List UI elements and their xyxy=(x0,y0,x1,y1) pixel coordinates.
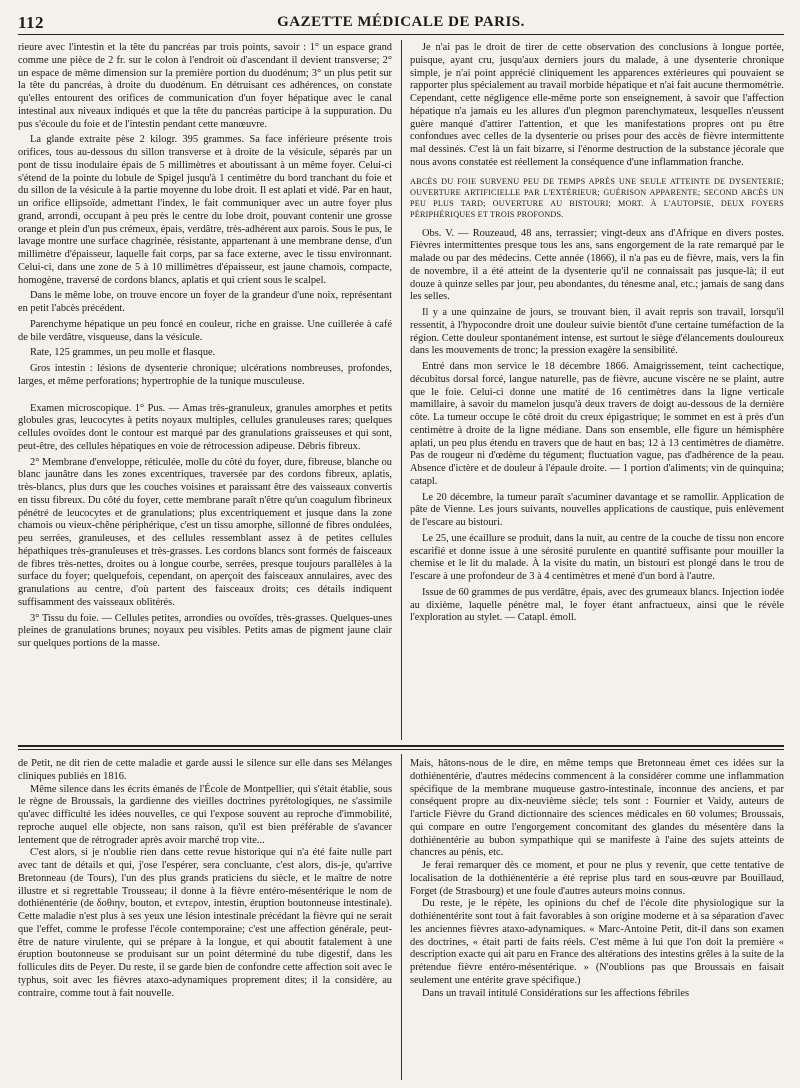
column-divider-bottom xyxy=(401,754,402,1080)
section-heading: ABCÈS DU FOIE SURVENU PEU DE TEMPS APRÈS UNE SEULE ATTEINTE DE DYSENTERIE; OUVERTURE ARTIFICIELLE PAR L'EXTÉRIEUR; GUÉRISON APPARENTE; SECOND ABCÈS UN PEU PLUS TARD; OUVERTURE AU BISTOURI; MORT. À L'AUTOPSIE, DEUX FOYERS PÉRIPHÉRIQUES ET TROIS PROFONDS. xyxy=(410,176,784,219)
column-top-left xyxy=(18,42,392,730)
paragraph: Dans le même lobe, on trouve encore un foyer de la grandeur d'une noix, représentant en petit l'abcès précédent. xyxy=(18,290,392,314)
paragraph: Le 20 décembre, la tumeur paraît s'acuminer davantage et se ramollir. Application de pâte de Vienne. Les jours suivants, nouvelles applications de caustique, puis enlèvement de l'escare au bistouri. xyxy=(410,491,784,528)
paragraph: Il y a une quinzaine de jours, se trouvant bien, il avait repris son travail, lorsqu'il ressentit, à l'hypocondre droit une douleur suivie bientôt d'une certaine tuméfaction de la région. Cette douleur spontanément intense, est surtout le siège d'élancements douloureux dans les mouvements de tronc; la pression exagère la sensibilité. xyxy=(410,307,784,357)
paragraph: La glande extraite pèse 2 kilogr. 395 grammes. Sa face inférieure présente trois orifices, tous au-dessous du sillon transverse et à droite de la vésicule, séparés par un pont de tissu inodulaire épais de 5 millimètres et aboutissant à un même foyer. Celui-ci s'étend de la pointe du lobule de Spigel jusqu'à 1 centimètre du bord tranchant du foie et du sillon de la vésicule à la partie moyenne du lobe droit. Il est aplati et vidé. Par en haut, un orifice ellipsoïde, admettant l'index, le fait communiquer avec un autre foyer plus grand, arrondi, occupant à peu près le centre du lobe droit, pouvant contenir une grosse orange et plein d'un pus crémeux, épais, verdâtre, très-adhérent aux parois. Sous le pus, le lavage montre une surface chagrinée, résistante, appartenant à une membrane dense, d'un millimètre d'épaisseur, laquelle fait corps, par sa face externe, avec le tissu environnant. Celui-ci, dans une zone de 5 à 10 millimètres d'épaisseur, est jaune chamois, compacte, homogène, traversé de cordons blancs, aplatis et qui crient sous le scalpel. xyxy=(18,134,392,286)
paragraph: Du reste, je le répète, les opinions du chef de l'école dite physiologique sur la dothiénentérite sont tout à fait favorables à son origine moderne et à sa séparation d'avec les anciennes fièvres ataxo-adynamiques. « Marc-Antoine Petit, dit-il dans son examen des doctrines, « était parti de faits réels. C'est même à lui que l'on doit la première « description exacte qui ait paru en France des altérations des intestins grêles à la suite de la prétendue fièvre entéro-mésentérique. » (N'oublions pas que Broussais en faisait seulement une entérite grave spécifique.) xyxy=(410,898,784,986)
column-divider-top xyxy=(401,40,402,740)
paragraph: de Petit, ne dit rien de cette maladie et garde aussi le silence sur elle dans ses Mélanges cliniques publiés en 1816. xyxy=(18,758,392,782)
journal-page xyxy=(18,10,784,1080)
paragraph: Obs. V. — Rouzeaud, 48 ans, terrassier; vingt-deux ans d'Afrique en divers postes. Fièvres intermittentes presque tous les ans, sans engorgement de la rate remarqué par le malade ou par des médecins. Cette année (1866), il n'a pas eu de fièvre, mais, vers la fin de novembre, il a été atteint de la dysenterie qu'il ne connaissait pas jusque-là; il eut douze à quinze selles par jour, peu abondantes, du ténesme anal, etc.; jamais de sang dans les selles. xyxy=(410,227,784,303)
paragraph: Rate, 125 grammes, un peu molle et flasque. xyxy=(30,347,216,359)
paragraph: Je ferai remarquer dès ce moment, et pour ne plus y revenir, que cette tentative de localisation de la dothiénentérie a été reprise plus tard en sous-œuvre par Bouillaud, Forget (de Strasbourg) et une foule d'autres auteurs moins connus. xyxy=(410,860,784,897)
paragraph: 3° Tissu du foie. — Cellules petites, arrondies ou ovoïdes, très-grasses. Quelques-unes pleines de granulations brunes; noyaux peu visibles. Petits amas de pigment jaune clair sur quelques portions de la masse. xyxy=(18,612,392,649)
journal-title: GAZETTE MÉDICALE DE PARIS. xyxy=(277,14,525,30)
section-rule xyxy=(18,745,784,747)
page-number: 112 xyxy=(18,13,45,32)
paragraph: Dans un travail intitulé Considérations sur les affections fébriles xyxy=(422,987,690,999)
section-rule xyxy=(18,749,784,750)
paragraph: 2° Membrane d'enveloppe, réticulée, molle du côté du foyer, dure, fibreuse, blanche ou blanc jaunâtre dans les zones excentriques, traversée par des cordons fibreux, aplatis, très-blancs, plus durs que les couches voisines et paraissant être des vaisseaux convertis en tissu fibreux. Du côté du foyer, cette membrane paraît n'être qu'un coagulum fibrineux pénétré de leucocytes et de granulations; plus excentriquement et jusque dans la zone chamois ou vieux-chêne périphérique, c'est un tissu amorphe, sillonné de fibres ondulées, peu serrées, granuleuses, et des cellules ressemblant assez à de petites cellules hépathiques très-granuleuses et très-grasses. Les cordons blancs sont formés de faisceaux de fibres très-nettes, droites ou à longue courbe, serrées, presque toujours parallèles à la surface du foyer; quelquefois, cependant, on aperçoit des faisceaux annulaires, avec des granulations au centre, d'où partent des faisceaux droits; ces détails indiquent suffisamment des vaisseaux oblitérés. xyxy=(18,456,392,608)
page-header xyxy=(18,10,784,35)
paragraph: Examen microscopique. 1° Pus. — Amas très-granuleux, granules amorphes et petits globules gras, leucocytes à petits noyaux multiples, cellules granuleuses rares; quelques cellules ovoïdes dont le contour est marqué par des granulations graisseuses et qui sont, peut-être, des cellules hépatiques en voie de rétrocession adipeuse. Débris fibreux. xyxy=(18,402,392,452)
paragraph: Je n'ai pas le droit de tirer de cette observation des conclusions à longue portée, puisque, ayant cru, jusqu'aux derniers jours du malade, à une dysenterie chronique simple, je n'ai point apprécié cliniquement les apparences extérieures qui pouvaient se rapporter plus spécialement au travail morbide hépatique et n'ai fait aucune thermométrie. Cependant, cette négligence elle-même porte son enseignement, à savoir que l'affection hépatique n'a jamais eu les allures d'un plegmon parenchymateux, lesquelles n'eussent guère manqué d'attirer l'attention, et que les manifestations propres ont pu être confondues avec celles de la dysenterie ou prises pour des accès de fièvre intermittente mal dessinés. C'est là un fait bizarre, si l'énorme destruction de la substance jécorale que nous avons constatée est réellement la conséquence d'une inflammation franche. xyxy=(410,42,784,168)
paragraph: Le 25, une écaillure se produit, dans la nuit, au centre de la couche de tissu non encore escarifié et donne issue à une sérosité purulente en quantité suffisante pour mouiller la chemise et le lit du malade. À la visite du matin, un bistouri est plongé dans le trou de l'escare à une profondeur de 3 à 4 centimètres et mené d'un bord à l'autre. xyxy=(410,532,784,582)
paragraph: Gros intestin : lésions de dysenterie chronique; ulcérations nombreuses, profondes, larges, et même perforations; hypertrophie de la tunique musculeuse. xyxy=(18,363,392,387)
paragraph: Parenchyme hépatique un peu foncé en couleur, riche en graisse. Une cuillerée à café de bile verdâtre, visqueuse, dans la vésicule. xyxy=(18,318,392,343)
column-bottom-left xyxy=(18,758,392,1080)
paragraph: Entré dans mon service le 18 décembre 1866. Amaigrissement, teint cachectique, décubitus dorsal forcé, langue naturelle, pas de fièvre, aucune viscère ne se plaint, autre que le foie. Celui-ci donne une matité de 16 centimètres dans la ligne verticale mamillaire, à savoir du mamelon jusqu'à deux travers de doigt au-dessous de la dernière côte. La tumeur occupe le côté droit du creux épigastrique; le sommet en est à près d'un centimètre à droite de la ligne médiane. Dans son ensemble, elle figure un hémisphère aplati, un peu plus étendu en travers que de haut en bas; 12 à 13 centimètres de diamètre. Pas de rougeur ni d'œdème du tégument; fluctuation vague, pas d'adhérence de la peau. Absence d'ictère et de douleur à l'épaule droite. — 1 portion d'aliments; vin de quinquina; catapl. xyxy=(410,361,784,487)
column-bottom-right xyxy=(410,758,784,1080)
paragraph: C'est alors, si je n'oublie rien dans cette revue historique qui n'a été faite nulle part avec tant de détails et qui, j'ose l'espérer, sera concluante, c'est alors, dis-je, qu'arrive Bretonneau (de Tours), l'un des plus grands praticiens du siècle, et le maître de notre illustre et si regrettable Trousseau; il donne à la fièvre entéro-mésentérique le nom de dothiénentérie (de δοθιην, bouton, et εντερον, intestin, éruption boutonneuse intestinale). Cette maladie n'est plus à ses yeux une lésion intestinale précédant la fièvre qui ne serait que l'effet, comme le professe l'école contemporaine; c'est une affection générale, peut-être de nature virulente, qui se prépare à la longue, et qui aboutit fatalement à une éruption boutonneuse se produisant sur un point déterminé du tube digestif, dans les follicules dits de Peyer. Du reste, il se garde bien de confondre cette affection soit avec le typhus, soit avec les fièvres ataxo-adynamiques proprement dites; il la considère, au contraire, comme tout à fait nouvelle. xyxy=(18,847,392,999)
paragraph: Mais, hâtons-nous de le dire, en même temps que Bretonneau émet ces idées sur la dothiénentérie, d'autres médecins commencent à la considérer comme une inflammation spécifique de la membrane muqueuse gastro-intestinale, inconnue des anciens, et par conséquent propre au dix-neuvième siècle; tels sont : Fournier et Vaidy, auteurs de l'article Fièvre du Grand dictionnaire des sciences médicales en 60 volumes; Broussais, qui compare en outre l'engorgement concomitant des glandes du mésentère dans la dothiénentérie au bubon sympathique qui se manifeste à l'aine des sujets atteints de chancres au pénis, etc. xyxy=(410,758,784,859)
column-top-right xyxy=(410,42,784,730)
paragraph: Issue de 60 grammes de pus verdâtre, épais, avec des grumeaux blancs. Injection iodée au dixième, laquelle pénètre mal, le foyer étant anfractueux, ainsi que le révèle l'exploration au stylet. — Catapl. émoll. xyxy=(410,586,784,624)
paragraph: rieure avec l'intestin et la tête du pancréas par trois points, savoir : 1° un espace grand comme une pièce de 2 fr. sur le colon à l'endroit où d'ascendant il devient transverse; 2° un espace de même dimension sur la première portion du duodénum; 3° un plus petit sur la tête du pancréas, à droite du duodénum. En détruisant ces adhérences, on constate qu'elles entourent des orifices de communication d'un foyer hépatique avec le canal intestinal aux niveaux indiqués et que la tête du pancréas participe à la suppuration. Du pus s'écoule du foie et de l'intestin pendant cette manœuvre. xyxy=(18,42,392,130)
paragraph: Même silence dans les écrits émanés de l'École de Montpellier, qui s'était établie, sous le règne de Broussais, la gardienne des vieilles doctrines pyrétologiques, ne s'assimile qu'avec difficulté les idées nouvelles, ce qui l'expose souvent au reproche d'immobilité, reproche auquel elle objecte, non sans raison, qu'il est bien préférable de s'avancer lentement que de rétrograder après avoir marché trop vite... xyxy=(18,783,392,846)
